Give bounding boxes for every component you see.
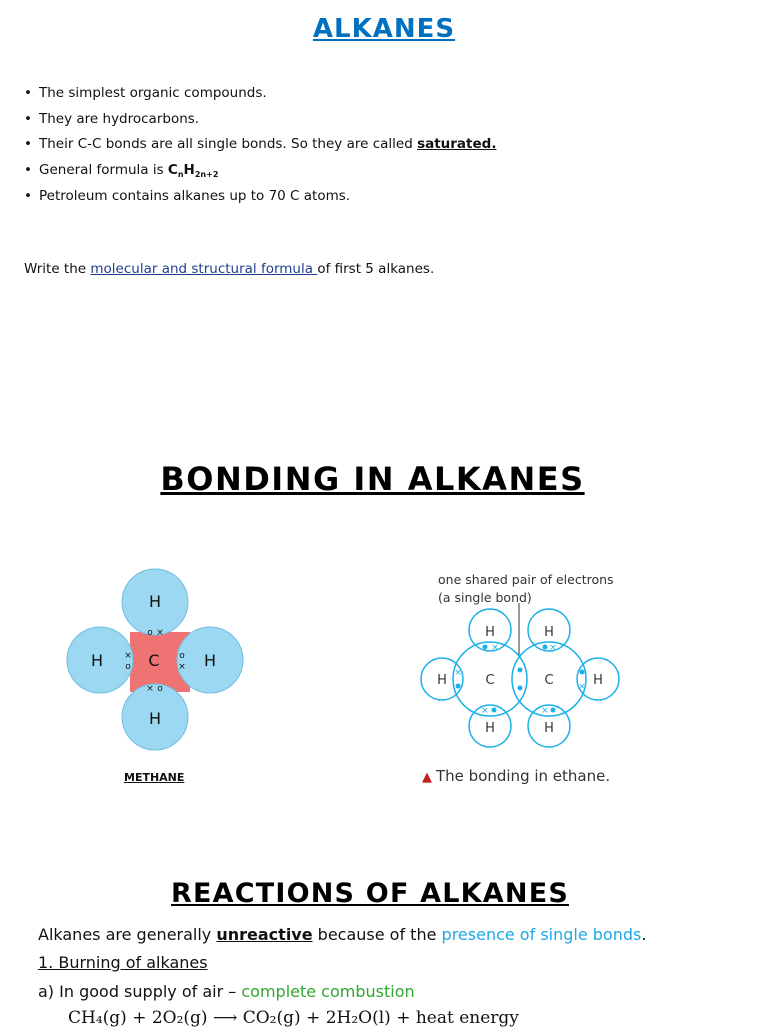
bullet-dot: •	[24, 85, 32, 101]
svg-text:×: ×	[156, 628, 164, 638]
atom-label: H	[437, 673, 447, 688]
svg-text:×: ×	[454, 668, 462, 678]
atom-label: H	[148, 709, 162, 728]
bullet-dot: •	[24, 136, 32, 152]
bullet-text: The simplest organic compounds.	[39, 85, 267, 101]
svg-text:o: o	[125, 662, 131, 672]
list-item	[24, 185, 496, 211]
bullet-text: They are hydrocarbons.	[39, 110, 200, 127]
alkane-facts-list	[24, 82, 496, 210]
svg-text:×: ×	[549, 643, 557, 653]
svg-text:×: ×	[178, 662, 186, 672]
atom-label: H	[544, 721, 554, 736]
svg-text:×: ×	[491, 643, 499, 653]
methane-caption: METHANE	[124, 771, 185, 784]
bullet-text: Petroleum contains alkanes up to 70 C atoms.	[39, 187, 351, 204]
atom-label: C	[148, 651, 160, 670]
atom-label: C	[544, 673, 554, 688]
atom-label: H	[593, 673, 603, 688]
general-formula: $C_nH_{2n+2}$	[167, 161, 219, 179]
reactions-title: REACTIONS OF ALKANES	[170, 878, 569, 909]
svg-text:o: o	[147, 628, 153, 638]
good-air-line: a) In good supply of air – complete combustion	[38, 982, 415, 1001]
atom-label: H	[148, 592, 162, 611]
svg-text:×: ×	[146, 684, 154, 694]
svg-text:×: ×	[578, 682, 586, 692]
svg-text:×: ×	[541, 706, 549, 716]
write-prompt: Write the molecular and structural formula of first 5 alkanes.	[24, 261, 435, 277]
electron-crosses	[454, 643, 586, 716]
ethane-caption: ▲ The bonding in ethane.	[422, 767, 611, 785]
page-title: ALKANES	[312, 14, 456, 44]
bullet-dot: •	[24, 161, 32, 178]
bullet-text: General formula is	[39, 161, 168, 178]
bullet-text: Their C-C bonds are all single bonds. So they are called	[39, 136, 418, 152]
formula-link[interactable]: molecular and structural formula	[90, 261, 318, 277]
atom-label: H	[90, 651, 104, 670]
list-item	[24, 133, 496, 159]
svg-text:×: ×	[124, 651, 132, 661]
shared-pair-note: one shared pair of electrons (a single bond)	[438, 572, 614, 605]
list-item	[24, 108, 496, 134]
atom-label: C	[485, 673, 495, 688]
atom-label: H	[485, 625, 495, 640]
methane-diagram	[60, 562, 260, 762]
svg-text:o: o	[179, 651, 185, 661]
atom-label: H	[485, 721, 495, 736]
svg-text:×: ×	[481, 706, 489, 716]
svg-text:o: o	[157, 684, 163, 694]
saturated-term: saturated.	[417, 136, 497, 152]
bonding-title: BONDING IN ALKANES	[160, 460, 585, 498]
triangle-icon: ▲	[422, 770, 432, 785]
bullet-dot: •	[24, 110, 32, 127]
bullet-dot: •	[24, 187, 32, 204]
combustion-equation: CH₄(g) + 2O₂(g) ⟶ CO₂(g) + 2H₂O(l) + heat energy	[68, 1008, 519, 1028]
list-item	[24, 82, 496, 108]
list-item	[24, 159, 496, 185]
atom-label: H	[203, 651, 217, 670]
burning-heading: 1. Burning of alkanes	[38, 953, 208, 972]
atom-label: H	[544, 625, 554, 640]
unreactive-statement: Alkanes are generally unreactive because of the presence of single bonds.	[38, 925, 647, 944]
ethane-diagram	[418, 600, 628, 755]
